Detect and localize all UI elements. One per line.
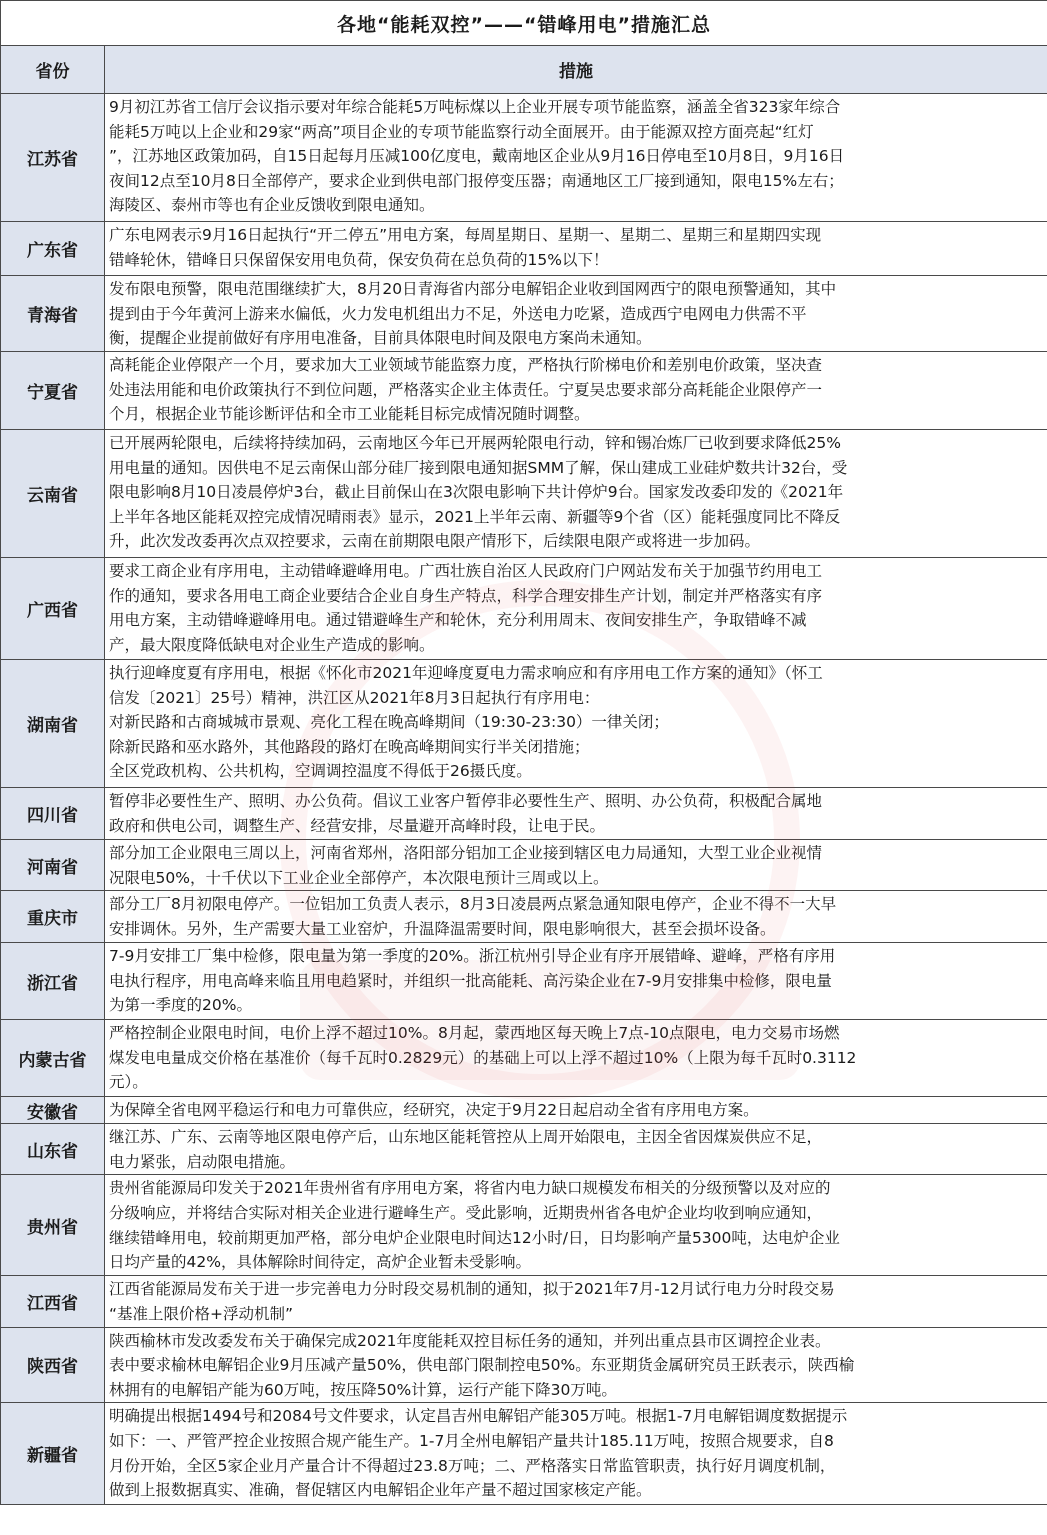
table-row xyxy=(1,1020,1047,1097)
measure-line: 执行迎峰度夏有序用电，根据《怀化市2021年迎峰度夏电力需求响应和有序用电工作方案的通知》（怀工 xyxy=(109,664,823,682)
measure-line: 为保障全省电网平稳运行和电力可靠供应，经研究，决定于9月22日起启动全省有序用电方案。 xyxy=(109,1101,759,1120)
measure-line: 陕西榆林市发改委发布关于确保完成2021年度能耗双控目标任务的通知，并列出重点县市区调控企业表。 xyxy=(109,1331,831,1350)
measure-line: 林拥有的电解铝产能为60万吨，按压降50%计算，运行产能下降30万吨。 xyxy=(109,1380,617,1399)
province-cell: 广东省 xyxy=(1,222,105,276)
measure-line: 对新民路和古商城城市景观、亮化工程在晚高峰期间（19:30-23:30）一律关闭； xyxy=(109,713,669,732)
table-row xyxy=(1,788,1047,840)
province-cell: 青海省 xyxy=(1,276,105,352)
title-row xyxy=(1,1,1047,46)
province-cell: 浙江省 xyxy=(1,943,105,1020)
province-cell: 云南省 xyxy=(1,430,105,558)
table-row xyxy=(1,430,1047,558)
measures-cell xyxy=(105,788,1047,840)
table-row xyxy=(1,1403,1047,1505)
measure-line: 严格控制企业限电时间，电价上浮不超过10%。8月起，蒙西地区每天晚上7点-10点限电，电力交易市场燃 xyxy=(109,1024,840,1043)
measures-cell xyxy=(105,430,1047,558)
measure-line: 贵州省能源局印发关于2021年贵州省有序用电方案，将省内电力缺口规模发布相关的分级预警以及对应的 xyxy=(109,1179,831,1198)
table-row xyxy=(1,1097,1047,1124)
measure-line: 明确提出根据1494号和2084号文件要求，认定昌吉州电解铝产能305万吨。根据1-7月电解铝调度数据提示 xyxy=(109,1407,848,1426)
measure-line: 继江苏、广东、云南等地区限电停产后，山东地区能耗管控从上周开始限电，主因全省因煤炭供应不足， xyxy=(109,1128,823,1147)
measure-line: 表中要求榆林电解铝企业9月压减产量50%，供电部门限制控电50%。东亚期货金属研究员王跃表示，陕西榆 xyxy=(109,1356,855,1375)
measures-column-header: 措施 xyxy=(105,46,1047,94)
measure-line: 已开展两轮限电，后续将持续加码，云南地区今年已开展两轮限电行动，锌和锡冶炼厂已收到要求降低25% xyxy=(109,434,841,452)
measure-line: 海陵区、泰州市等也有企业反馈收到限电通知。 xyxy=(109,196,435,215)
measure-line: 江西省能源局发布关于进一步完善电力分时段交易机制的通知，拟于2021年7月-12月试行电力分时段交易 xyxy=(109,1280,835,1299)
measures-cell xyxy=(105,1020,1047,1097)
measure-line: 电力紧张，启动限电措施。 xyxy=(109,1152,296,1171)
measures-cell xyxy=(105,222,1047,276)
measure-line: 升，此次发改委再次点双控要求，云南在前期限电限产情形下，后续限电限产或将进一步加码。 xyxy=(109,532,761,551)
measures-cell xyxy=(105,1124,1047,1175)
measures-cell xyxy=(105,1276,1047,1327)
measures-cell xyxy=(105,943,1047,1020)
measure-line: 日均产量的42%，具体解除时间待定，高炉企业暂未受影响。 xyxy=(109,1253,531,1272)
province-cell: 新疆省 xyxy=(1,1403,105,1505)
measure-line: 错峰轮休，错峰日只保留保安用电负荷，保安负荷在总负荷的15%以下！ xyxy=(109,250,609,269)
measure-line: 夜间12点至10月8日全部停产，要求企业到供电部门报停变压器；南通地区工厂接到通知，限电15%左右； xyxy=(109,171,844,190)
measure-line: 分级响应，并将结合实际对相关企业进行避峰生产。受此影响，近期贵州省各电炉企业均收到响应通知， xyxy=(109,1203,823,1222)
table-row xyxy=(1,840,1047,891)
measures-cell xyxy=(105,1097,1047,1124)
province-cell: 江西省 xyxy=(1,1276,105,1327)
table-row xyxy=(1,352,1047,430)
measure-line: 用电方案，主动错峰避峰用电。通过错避峰生产和轮休，充分利用周末、夜间安排生产，争取错峰不减 xyxy=(109,611,807,630)
table-row xyxy=(1,1124,1047,1175)
measure-line: 要求工商企业有序用电，主动错峰避峰用电。广西壮族自治区人民政府门户网站发布关于加强节约用电工 xyxy=(109,562,823,580)
measure-line: 暂停非必要性生产、照明、办公负荷。倡议工业客户暂停非必要性生产、照明、办公负荷，积极配合属地 xyxy=(109,792,823,810)
measure-line: 部分加工企业限电三周以上，河南省郑州，洛阳部分铝加工企业接到辖区电力局通知，大型工业企业视情 xyxy=(109,844,823,862)
measures-cell xyxy=(105,94,1047,222)
province-cell: 安徽省 xyxy=(1,1097,105,1124)
measure-line: 产，最大限度降低缺电对企业生产造成的影响。 xyxy=(109,635,435,654)
measure-line: 9月初江苏省工信厅会议指示要对年综合能耗5万吨标煤以上企业开展专项节能监察，涵盖全省323家年综合 xyxy=(109,98,841,116)
measure-line: 煤发电电量成交价格在基准价（每千瓦时0.2829元）的基础上可以上浮不超过10%（上限为每千瓦时0.3112 xyxy=(109,1048,857,1067)
measure-line: 做到上报数据真实、准确，督促辖区内电解铝企业年产量不超过国家核定产能。 xyxy=(109,1481,652,1500)
province-cell: 广西省 xyxy=(1,558,105,660)
province-cell: 陕西省 xyxy=(1,1327,105,1403)
measure-line: 用电量的通知。因供电不足云南保山部分硅厂接到限电通知据SMM了解，保山建成工业硅炉数共计32台，受 xyxy=(109,458,848,477)
table-row xyxy=(1,891,1047,943)
header-row xyxy=(1,46,1047,94)
measure-line: 提到由于今年黄河上游来水偏低，火力发电机组出力不足，外送电力吃紧，造成西宁电网电力供需不平 xyxy=(109,304,807,323)
measures-cell xyxy=(105,1327,1047,1403)
province-cell: 贵州省 xyxy=(1,1175,105,1276)
measure-line: 月份开始，全区5家企业月产量合计不得超过23.8万吨；二、严格落实日常监管职责，执行好月调度机制， xyxy=(109,1456,836,1475)
province-column-header: 省份 xyxy=(1,46,105,94)
measure-line: 部分工厂8月初限电停产。一位铝加工负责人表示，8月3日凌晨两点紧急通知限电停产，企业不得不一大早 xyxy=(109,895,837,914)
province-cell: 四川省 xyxy=(1,788,105,840)
measures-cell xyxy=(105,1403,1047,1505)
table-row xyxy=(1,660,1047,788)
measure-line: 高耗能企业停限产一个月，要求加大工业领域节能监察力度，严格执行阶梯电价和差别电价政策，坚决查 xyxy=(109,356,823,374)
measure-line: 广东电网表示9月16日起执行“开二停五”用电方案，每周星期日、星期一、星期二、星期三和星期四实现 xyxy=(109,226,822,244)
measure-line: 能耗5万吨以上企业和29家“两高”项目企业的专项节能监察行动全面展开。由于能源双控方面亮起“红灯 xyxy=(109,122,814,141)
measure-line: 全区党政机构、公共机构，空调调控温度不得低于26摄氏度。 xyxy=(109,762,532,781)
measure-line: 作的通知，要求各用电工商企业要结合企业自身生产特点，科学合理安排生产计划，制定并严格落实有序 xyxy=(109,586,823,605)
province-cell: 内蒙古省 xyxy=(1,1020,105,1097)
province-cell: 山东省 xyxy=(1,1124,105,1175)
measure-line: “基准上限价格+浮动机制” xyxy=(109,1304,294,1323)
measure-line: 政府和供电公司，调整生产、经营安排，尽量避开高峰时段，让电于民。 xyxy=(109,816,606,835)
measure-line: ”，江苏地区政策加码，自15日起每月压减100亿度电，戴南地区企业从9月16日停电至10月8日，9月16日 xyxy=(109,147,845,166)
measure-line: 上半年各地区能耗双控完成情况晴雨表》显示，2021上半年云南、新疆等9个省（区）能耗强度同比不降反 xyxy=(109,507,841,526)
measures-cell xyxy=(105,276,1047,352)
measures-cell xyxy=(105,891,1047,943)
table-row xyxy=(1,1327,1047,1403)
table-row xyxy=(1,222,1047,276)
measures-cell xyxy=(105,352,1047,430)
measure-line: 处违法用能和电价政策执行不到位问题，严格落实企业主体责任。宁夏吴忠要求部分高耗能企业限停产一 xyxy=(109,380,823,399)
table-title: 各地“能耗双控”——“错峰用电”措施汇总 xyxy=(1,1,1047,46)
table-row xyxy=(1,1276,1047,1327)
table-row xyxy=(1,94,1047,222)
measures-cell xyxy=(105,558,1047,660)
province-cell: 宁夏省 xyxy=(1,352,105,430)
measure-line: 7-9月安排工厂集中检修，限电量为第一季度的20%。浙江杭州引导企业有序开展错峰、避峰，严格有序用 xyxy=(109,947,836,966)
measures-cell xyxy=(105,660,1047,788)
measures-cell xyxy=(105,1175,1047,1276)
measure-line: 信发〔2021〕25号）精神，洪江区从2021年8月3日起执行有序用电： xyxy=(109,688,600,707)
table-row xyxy=(1,276,1047,352)
measure-line: 个月，根据企业节能诊断评估和全市工业能耗目标完成情况随时调整。 xyxy=(109,405,590,424)
table-row xyxy=(1,943,1047,1020)
measure-line: 为第一季度的20%。 xyxy=(109,996,252,1015)
measures-cell xyxy=(105,840,1047,891)
measure-line: 限电影响8月10日凌晨停炉3台，截止目前保山在3次限电影响下共计停炉9台。国家发改委印发的《2021年 xyxy=(109,483,844,502)
measure-line: 发布限电预警，限电范围继续扩大，8月20日青海省内部分电解铝企业收到国网西宁的限电预警通知，其中 xyxy=(109,280,837,298)
measure-line: 况限电50%，十千伏以下工业企业全部停产，本次限电预计三周或以上。 xyxy=(109,868,609,887)
measure-line: 继续错峰用电，较前期更加严格，部分电炉企业限电时间达12小时/日，日均影响产量5300吨，达电炉企业 xyxy=(109,1228,840,1247)
table-body xyxy=(1,94,1047,1505)
province-cell: 河南省 xyxy=(1,840,105,891)
table-row xyxy=(1,558,1047,660)
measure-line: 元）。 xyxy=(109,1073,148,1092)
province-cell: 湖南省 xyxy=(1,660,105,788)
measure-line: 电执行程序，用电高峰来临且用电趋紧时，并组织一批高能耗、高污染企业在7-9月安排集中检修，限电量 xyxy=(109,971,832,990)
measure-line: 除新民路和巫水路外，其他路段的路灯在晚高峰期间实行半关闭措施； xyxy=(109,737,590,756)
province-cell: 江苏省 xyxy=(1,94,105,222)
province-cell: 重庆市 xyxy=(1,891,105,943)
measure-line: 衡，提醒企业提前做好有序用电准备，目前具体限电时间及限电方案尚未通知。 xyxy=(109,329,652,348)
measure-line: 如下：一、严管严控企业按照合规产能生产。1-7月全州电解铝产量共计185.11万吨，按照合规要求，自8 xyxy=(109,1431,834,1450)
measure-line: 安排调休。另外，生产需要大量工业窑炉，升温降温需要时间，限电影响很大，甚至会损坏设备。 xyxy=(109,919,776,938)
table-row xyxy=(1,1175,1047,1276)
